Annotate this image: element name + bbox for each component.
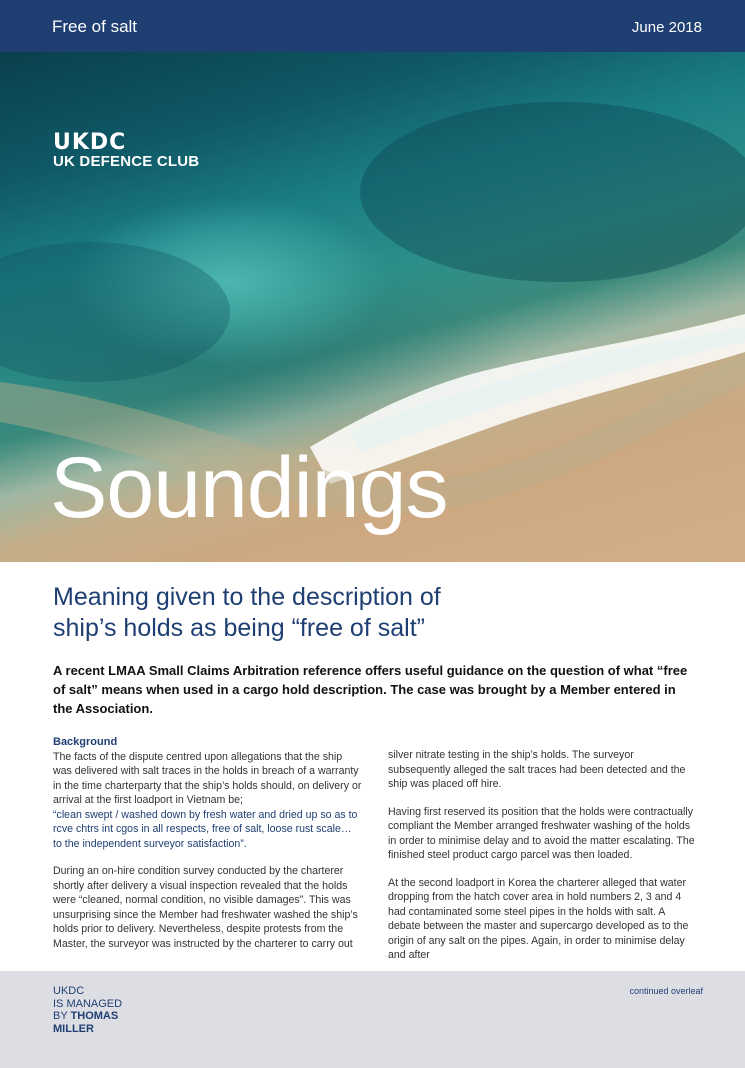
right-column (388, 748, 698, 976)
right-paragraph-3: At the second loadport in Korea the charterer alleged that water dropping from the hatch cover area in hold numbers 2, 3 and 4 had contaminated some steel pipes in the holds with salt. A debate between the master and supercargo developed as to the origin of any salt on the pipes. Again, in order to minimise delay and after (388, 876, 689, 961)
footer-line-3 (53, 1010, 122, 1023)
footer-line-2: IS MANAGED (53, 997, 123, 1010)
footer-miller: MILLER (53, 1022, 94, 1035)
footer-bar (0, 971, 745, 1068)
right-paragraph-2: Having first reserved its position that the holds were contractually compliant the Member arranged freshwater washing of the holds in order to minimise delay and to avoid the matter escalating. The finished steel product cargo parcel was then loaded. (388, 805, 695, 861)
ukdc-logo (53, 130, 199, 170)
left-paragraph-2: During an on-hire condition survey conducted by the charterer shortly after delivery a visual inspection revealed that the holds were “cleaned, normal condition, no visible damages”. This was unsurprising since the Member had freshwater washed the ship’s holds prior to delivery. Nevertheless, despite protests from the Master, the surveyor was instructed by the charterer to carry out (53, 865, 358, 950)
masthead-title: Soundings (50, 440, 448, 536)
header-date: June 2018 (631, 19, 702, 36)
footer-brand (53, 985, 122, 1035)
left-column (53, 735, 363, 964)
continued-overleaf: continued overleaf (629, 986, 703, 996)
header-bar (0, 0, 745, 52)
footer-by: BY (53, 1010, 71, 1022)
headline-line-1: Meaning given to the description of (53, 583, 441, 611)
logo-name: UK DEFENCE CLUB (53, 153, 200, 170)
article-headline (53, 582, 573, 644)
charterparty-quote: “clean swept / washed down by fresh water and dried up so as to rcve chtrs int cgos in all respects, free of salt, loose rust scale… to the independent surveyor satisfaction”. (53, 808, 358, 850)
footer-line-4 (53, 1023, 122, 1036)
logo-mark: UKDC (53, 130, 127, 155)
hero-image (0, 52, 745, 562)
section-title-background: Background (53, 736, 118, 748)
headline-line-2: ship’s holds as being “free of salt” (53, 614, 425, 642)
left-paragraph-1: The facts of the dispute centred upon allegations that the ship was delivered with salt traces in the holds in breach of a warranty in the time charterparty that the ship’s holds should, on delivery or arrival at the first loadport in Vietnam be; (53, 750, 362, 806)
article-intro: A recent LMAA Small Claims Arbitration reference offers useful guidance on the question of what “free of salt” means when used in a cargo hold description. The case was brought by a Member entered in the Association. (53, 663, 688, 716)
right-paragraph-1: silver nitrate testing in the ship’s holds. The surveyor subsequently alleged the salt traces had been detected and the ship was placed off hire. (388, 749, 686, 790)
footer-line-1: UKDC (53, 985, 85, 997)
footer-thomas: THOMAS (70, 1010, 119, 1022)
header-topic: Free of salt (52, 17, 138, 36)
